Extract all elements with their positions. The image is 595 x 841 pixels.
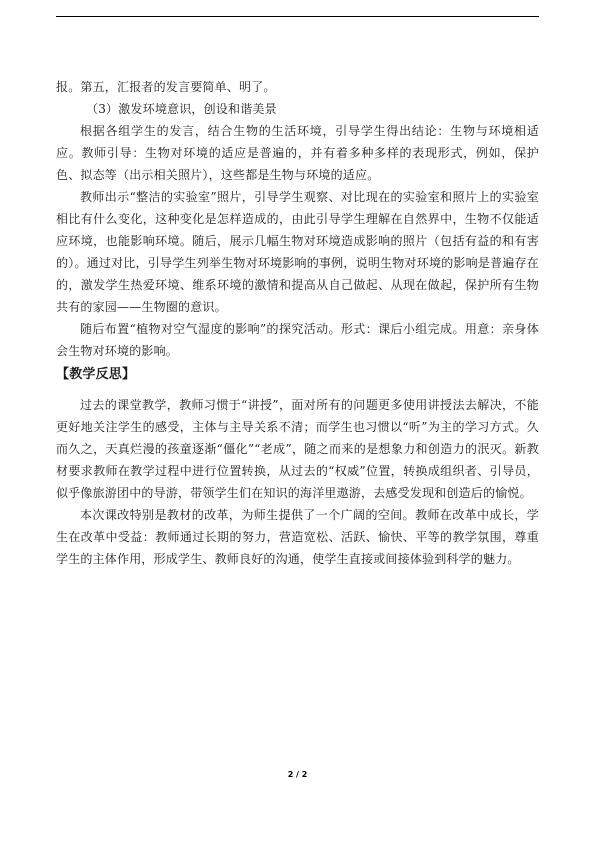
paragraph-inquiry-activity: 随后布置“植物对空气湿度的影响”的探究活动。形式：课后小组完成。用意：亲身体会生物对环境的影响。 bbox=[56, 322, 539, 358]
reflection-heading: 【教学反思】 bbox=[56, 367, 136, 382]
reflection-paragraph: 过去的课堂教学，教师习惯于“讲授”，面对所有的问题更多使用讲授法去解决，不能更好地关注学生的感受，主体与主导关系不清；而学生也习惯以“听”为主的学习方式。久而久之，天真烂漫的孩童逐渐“僵化”“老成”，随之而来的是想象力和创造力的泯灭。新教材要求教师在教学过程中进行位置转换，从过去的“权威”位置，转换成组织者、引导员，似乎像旅游团中的导游，带领学生们在知识的海洋里遨游，去感受发现和创造后的愉悦。 bbox=[56, 398, 539, 500]
header-rule bbox=[56, 16, 539, 17]
paragraph-adaptation: 根据各组学生的发言，结合生物的生活环境，引导学生得出结论：生物与环境相适应。教师引导：生物对环境的适应是普遍的，并有着多种多样的表现形式，例如，保护色、拟态等（出示相关照片），这些都是生物与环境的适应。 bbox=[56, 124, 539, 182]
subheading-environment-awareness: （3）激发环境意识，创设和谐美景 bbox=[86, 102, 277, 116]
paragraph-continuation: 报。第五，汇报者的发言要简单、明了。 bbox=[56, 80, 276, 94]
document-body bbox=[56, 76, 539, 570]
paragraph-lab-photo: 教师出示“整洁的实验室”照片，引导学生观察、对比现在的实验室和照片上的实验室相比有什么变化，这种变化是怎样造成的，由此引导学生理解在自然界中，生物不仅能适应环境，也能影响环境。随后，展示几幅生物对环境造成影响的照片（包括有益的和有害的）。通过对比，引导学生列举生物对环境影响的事例，说明生物对环境的影响是普遍存在的，激发学生热爱环境、维系环境的激情和提高从自己做起、从现在做起，保护所有生物共有的家园——生物圈的意识。 bbox=[56, 190, 539, 314]
reflection-paragraph: 本次课改特别是教材的改革，为师生提供了一个广阔的空间。教师在改革中成长，学生在改革中受益：教师通过长期的努力，营造宽松、活跃、愉快、平等的教学氛围，尊重学生的主体作用，形成学生、教师良好的沟通，使学生直接或间接体验到科学的魅力。 bbox=[56, 508, 539, 566]
page-number: 2 / 2 bbox=[287, 770, 308, 779]
